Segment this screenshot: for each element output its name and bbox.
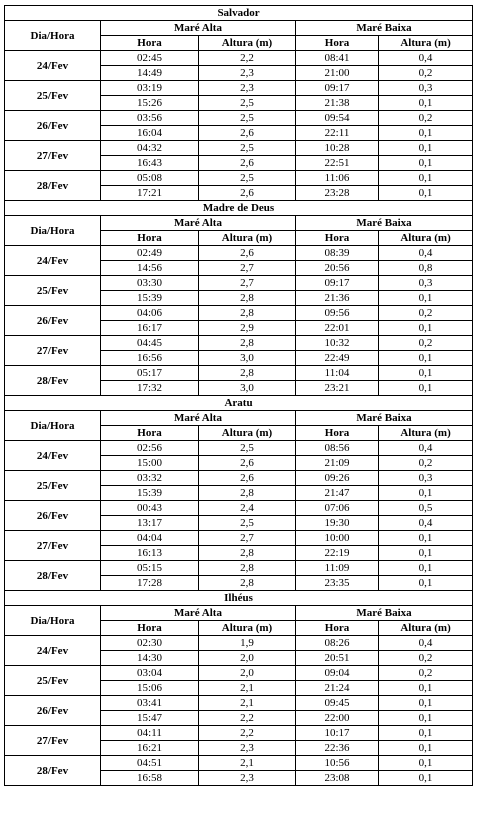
table-row bbox=[5, 171, 473, 186]
low-tide-time: 19:30 bbox=[296, 516, 379, 531]
high-tide-height: 2,6 bbox=[199, 456, 296, 471]
low-tide-time: 21:00 bbox=[296, 66, 379, 81]
high-tide-time: 17:32 bbox=[101, 381, 199, 396]
high-tide-height: 2,5 bbox=[199, 96, 296, 111]
low-tide-time: 21:09 bbox=[296, 456, 379, 471]
low-tide-height: 0,1 bbox=[379, 351, 473, 366]
high-tide-height: 3,0 bbox=[199, 381, 296, 396]
day-label: 27/Fev bbox=[5, 141, 101, 171]
low-tide-height: 0,2 bbox=[379, 306, 473, 321]
low-tide-height: 0,5 bbox=[379, 501, 473, 516]
high-tide-time: 03:41 bbox=[101, 696, 199, 711]
low-tide-time: 20:51 bbox=[296, 651, 379, 666]
day-label: 27/Fev bbox=[5, 336, 101, 366]
high-tide-time: 16:58 bbox=[101, 771, 199, 786]
table-row bbox=[5, 141, 473, 156]
low-tide-height: 0,1 bbox=[379, 756, 473, 771]
high-tide-height: 2,8 bbox=[199, 561, 296, 576]
low-tide-time: 08:56 bbox=[296, 441, 379, 456]
low-tide-time: 23:21 bbox=[296, 381, 379, 396]
day-label: 28/Fev bbox=[5, 171, 101, 201]
low-tide-height: 0,1 bbox=[379, 531, 473, 546]
day-label: 24/Fev bbox=[5, 246, 101, 276]
header-row bbox=[5, 21, 473, 36]
high-tide-height: 2,0 bbox=[199, 651, 296, 666]
high-tide-height: 2,4 bbox=[199, 501, 296, 516]
low-tide-height: 0,1 bbox=[379, 366, 473, 381]
low-tide-height: 0,3 bbox=[379, 276, 473, 291]
low-tide-time: 10:28 bbox=[296, 141, 379, 156]
high-tide-time: 15:47 bbox=[101, 711, 199, 726]
mare-baixa-header: Maré Baixa bbox=[296, 21, 473, 36]
high-tide-height: 2,8 bbox=[199, 546, 296, 561]
high-tide-height: 2,5 bbox=[199, 516, 296, 531]
low-tide-time: 07:06 bbox=[296, 501, 379, 516]
low-tide-time: 08:39 bbox=[296, 246, 379, 261]
low-tide-height: 0,3 bbox=[379, 81, 473, 96]
low-tide-height: 0,2 bbox=[379, 66, 473, 81]
day-label: 25/Fev bbox=[5, 276, 101, 306]
low-tide-height: 0,4 bbox=[379, 636, 473, 651]
high-tide-height: 2,8 bbox=[199, 486, 296, 501]
low-tide-time: 10:17 bbox=[296, 726, 379, 741]
table-row bbox=[5, 501, 473, 516]
high-tide-height: 2,0 bbox=[199, 666, 296, 681]
day-label: 25/Fev bbox=[5, 81, 101, 111]
table-row bbox=[5, 531, 473, 546]
hora-header: Hora bbox=[296, 621, 379, 636]
low-tide-height: 0,8 bbox=[379, 261, 473, 276]
high-tide-height: 2,5 bbox=[199, 171, 296, 186]
high-tide-time: 02:45 bbox=[101, 51, 199, 66]
hora-header: Hora bbox=[296, 426, 379, 441]
high-tide-height: 2,6 bbox=[199, 156, 296, 171]
low-tide-time: 21:47 bbox=[296, 486, 379, 501]
mare-baixa-header: Maré Baixa bbox=[296, 606, 473, 621]
high-tide-time: 02:49 bbox=[101, 246, 199, 261]
high-tide-time: 02:56 bbox=[101, 441, 199, 456]
low-tide-height: 0,4 bbox=[379, 516, 473, 531]
high-tide-height: 2,8 bbox=[199, 306, 296, 321]
high-tide-time: 14:30 bbox=[101, 651, 199, 666]
low-tide-height: 0,1 bbox=[379, 576, 473, 591]
low-tide-time: 23:35 bbox=[296, 576, 379, 591]
hora-header: Hora bbox=[101, 36, 199, 51]
low-tide-time: 23:28 bbox=[296, 186, 379, 201]
location-title: Madre de Deus bbox=[5, 201, 473, 216]
low-tide-height: 0,4 bbox=[379, 51, 473, 66]
day-label: 27/Fev bbox=[5, 726, 101, 756]
high-tide-height: 2,7 bbox=[199, 261, 296, 276]
high-tide-time: 13:17 bbox=[101, 516, 199, 531]
day-label: 24/Fev bbox=[5, 51, 101, 81]
dia-hora-header: Dia/Hora bbox=[5, 411, 101, 441]
altura-header: Altura (m) bbox=[379, 36, 473, 51]
table-row bbox=[5, 726, 473, 741]
high-tide-time: 05:15 bbox=[101, 561, 199, 576]
high-tide-height: 2,9 bbox=[199, 321, 296, 336]
hora-header: Hora bbox=[296, 36, 379, 51]
high-tide-time: 15:39 bbox=[101, 486, 199, 501]
location-title-row bbox=[5, 201, 473, 216]
low-tide-height: 0,1 bbox=[379, 291, 473, 306]
altura-header: Altura (m) bbox=[379, 426, 473, 441]
low-tide-time: 10:32 bbox=[296, 336, 379, 351]
altura-header: Altura (m) bbox=[199, 621, 296, 636]
low-tide-height: 0,3 bbox=[379, 471, 473, 486]
low-tide-height: 0,1 bbox=[379, 126, 473, 141]
header-row bbox=[5, 411, 473, 426]
low-tide-time: 11:06 bbox=[296, 171, 379, 186]
low-tide-time: 21:24 bbox=[296, 681, 379, 696]
high-tide-time: 04:04 bbox=[101, 531, 199, 546]
table-row bbox=[5, 276, 473, 291]
low-tide-time: 11:09 bbox=[296, 561, 379, 576]
low-tide-time: 09:17 bbox=[296, 81, 379, 96]
high-tide-height: 2,6 bbox=[199, 246, 296, 261]
high-tide-time: 04:11 bbox=[101, 726, 199, 741]
high-tide-time: 16:17 bbox=[101, 321, 199, 336]
high-tide-time: 15:26 bbox=[101, 96, 199, 111]
table-row bbox=[5, 471, 473, 486]
day-label: 26/Fev bbox=[5, 696, 101, 726]
low-tide-height: 0,1 bbox=[379, 741, 473, 756]
high-tide-time: 16:04 bbox=[101, 126, 199, 141]
high-tide-time: 16:13 bbox=[101, 546, 199, 561]
low-tide-time: 08:26 bbox=[296, 636, 379, 651]
low-tide-time: 10:00 bbox=[296, 531, 379, 546]
table-row bbox=[5, 246, 473, 261]
high-tide-height: 2,5 bbox=[199, 141, 296, 156]
hora-header: Hora bbox=[101, 621, 199, 636]
low-tide-time: 10:56 bbox=[296, 756, 379, 771]
high-tide-height: 2,5 bbox=[199, 111, 296, 126]
location-title-row bbox=[5, 591, 473, 606]
low-tide-time: 09:04 bbox=[296, 666, 379, 681]
low-tide-time: 09:17 bbox=[296, 276, 379, 291]
mare-alta-header: Maré Alta bbox=[101, 411, 296, 426]
high-tide-height: 2,5 bbox=[199, 441, 296, 456]
low-tide-height: 0,1 bbox=[379, 696, 473, 711]
high-tide-height: 2,8 bbox=[199, 576, 296, 591]
low-tide-time: 09:54 bbox=[296, 111, 379, 126]
high-tide-time: 02:30 bbox=[101, 636, 199, 651]
high-tide-height: 2,3 bbox=[199, 81, 296, 96]
location-title-row bbox=[5, 6, 473, 21]
low-tide-time: 11:04 bbox=[296, 366, 379, 381]
mare-baixa-header: Maré Baixa bbox=[296, 216, 473, 231]
table-row bbox=[5, 561, 473, 576]
high-tide-time: 04:32 bbox=[101, 141, 199, 156]
low-tide-time: 21:36 bbox=[296, 291, 379, 306]
low-tide-height: 0,4 bbox=[379, 246, 473, 261]
low-tide-height: 0,1 bbox=[379, 726, 473, 741]
day-label: 24/Fev bbox=[5, 636, 101, 666]
altura-header: Altura (m) bbox=[379, 231, 473, 246]
high-tide-height: 2,8 bbox=[199, 366, 296, 381]
day-label: 28/Fev bbox=[5, 366, 101, 396]
hora-header: Hora bbox=[101, 231, 199, 246]
mare-alta-header: Maré Alta bbox=[101, 216, 296, 231]
high-tide-time: 04:45 bbox=[101, 336, 199, 351]
mare-alta-header: Maré Alta bbox=[101, 21, 296, 36]
low-tide-time: 20:56 bbox=[296, 261, 379, 276]
high-tide-time: 03:19 bbox=[101, 81, 199, 96]
altura-header: Altura (m) bbox=[199, 231, 296, 246]
low-tide-height: 0,1 bbox=[379, 561, 473, 576]
high-tide-height: 2,3 bbox=[199, 741, 296, 756]
high-tide-time: 04:06 bbox=[101, 306, 199, 321]
high-tide-time: 15:00 bbox=[101, 456, 199, 471]
mare-baixa-header: Maré Baixa bbox=[296, 411, 473, 426]
high-tide-height: 2,6 bbox=[199, 186, 296, 201]
day-label: 28/Fev bbox=[5, 756, 101, 786]
high-tide-time: 16:43 bbox=[101, 156, 199, 171]
low-tide-height: 0,1 bbox=[379, 171, 473, 186]
low-tide-height: 0,1 bbox=[379, 96, 473, 111]
high-tide-height: 2,1 bbox=[199, 681, 296, 696]
high-tide-height: 2,6 bbox=[199, 471, 296, 486]
low-tide-height: 0,1 bbox=[379, 711, 473, 726]
low-tide-height: 0,1 bbox=[379, 546, 473, 561]
tide-table-body bbox=[5, 6, 473, 786]
location-title: Aratu bbox=[5, 396, 473, 411]
high-tide-height: 2,6 bbox=[199, 126, 296, 141]
altura-header: Altura (m) bbox=[199, 36, 296, 51]
high-tide-time: 05:17 bbox=[101, 366, 199, 381]
tide-table bbox=[4, 5, 473, 786]
high-tide-time: 03:56 bbox=[101, 111, 199, 126]
location-title: Ilhéus bbox=[5, 591, 473, 606]
high-tide-time: 00:43 bbox=[101, 501, 199, 516]
day-label: 25/Fev bbox=[5, 666, 101, 696]
header-row bbox=[5, 606, 473, 621]
high-tide-height: 2,3 bbox=[199, 66, 296, 81]
high-tide-height: 2,1 bbox=[199, 756, 296, 771]
low-tide-height: 0,1 bbox=[379, 156, 473, 171]
dia-hora-header: Dia/Hora bbox=[5, 21, 101, 51]
location-title-row bbox=[5, 396, 473, 411]
mare-alta-header: Maré Alta bbox=[101, 606, 296, 621]
low-tide-time: 08:41 bbox=[296, 51, 379, 66]
low-tide-height: 0,2 bbox=[379, 651, 473, 666]
low-tide-height: 0,1 bbox=[379, 771, 473, 786]
high-tide-time: 14:56 bbox=[101, 261, 199, 276]
high-tide-time: 03:32 bbox=[101, 471, 199, 486]
low-tide-height: 0,1 bbox=[379, 186, 473, 201]
low-tide-height: 0,1 bbox=[379, 321, 473, 336]
table-row bbox=[5, 51, 473, 66]
high-tide-height: 2,7 bbox=[199, 276, 296, 291]
table-row bbox=[5, 111, 473, 126]
dia-hora-header: Dia/Hora bbox=[5, 606, 101, 636]
high-tide-height: 2,2 bbox=[199, 51, 296, 66]
day-label: 24/Fev bbox=[5, 441, 101, 471]
high-tide-height: 2,8 bbox=[199, 291, 296, 306]
high-tide-time: 17:21 bbox=[101, 186, 199, 201]
dia-hora-header: Dia/Hora bbox=[5, 216, 101, 246]
table-row bbox=[5, 81, 473, 96]
altura-header: Altura (m) bbox=[379, 621, 473, 636]
low-tide-time: 22:11 bbox=[296, 126, 379, 141]
low-tide-height: 0,1 bbox=[379, 681, 473, 696]
altura-header: Altura (m) bbox=[199, 426, 296, 441]
low-tide-time: 21:38 bbox=[296, 96, 379, 111]
low-tide-time: 22:19 bbox=[296, 546, 379, 561]
location-title: Salvador bbox=[5, 6, 473, 21]
day-label: 25/Fev bbox=[5, 471, 101, 501]
table-row bbox=[5, 366, 473, 381]
high-tide-time: 16:21 bbox=[101, 741, 199, 756]
table-row bbox=[5, 306, 473, 321]
high-tide-time: 05:08 bbox=[101, 171, 199, 186]
high-tide-height: 3,0 bbox=[199, 351, 296, 366]
table-row bbox=[5, 441, 473, 456]
low-tide-height: 0,2 bbox=[379, 336, 473, 351]
low-tide-time: 22:49 bbox=[296, 351, 379, 366]
table-row bbox=[5, 666, 473, 681]
high-tide-time: 15:06 bbox=[101, 681, 199, 696]
day-label: 26/Fev bbox=[5, 306, 101, 336]
hora-header: Hora bbox=[101, 426, 199, 441]
high-tide-height: 2,2 bbox=[199, 711, 296, 726]
high-tide-height: 2,8 bbox=[199, 336, 296, 351]
low-tide-time: 23:08 bbox=[296, 771, 379, 786]
table-row bbox=[5, 336, 473, 351]
table-row bbox=[5, 756, 473, 771]
high-tide-height: 2,7 bbox=[199, 531, 296, 546]
low-tide-height: 0,1 bbox=[379, 141, 473, 156]
low-tide-height: 0,2 bbox=[379, 666, 473, 681]
low-tide-time: 22:01 bbox=[296, 321, 379, 336]
day-label: 28/Fev bbox=[5, 561, 101, 591]
high-tide-height: 2,3 bbox=[199, 771, 296, 786]
table-row bbox=[5, 696, 473, 711]
high-tide-time: 16:56 bbox=[101, 351, 199, 366]
low-tide-time: 09:45 bbox=[296, 696, 379, 711]
high-tide-height: 1,9 bbox=[199, 636, 296, 651]
day-label: 26/Fev bbox=[5, 501, 101, 531]
header-row bbox=[5, 216, 473, 231]
high-tide-time: 17:28 bbox=[101, 576, 199, 591]
low-tide-time: 09:26 bbox=[296, 471, 379, 486]
low-tide-time: 22:36 bbox=[296, 741, 379, 756]
low-tide-height: 0,4 bbox=[379, 441, 473, 456]
low-tide-height: 0,1 bbox=[379, 381, 473, 396]
high-tide-height: 2,1 bbox=[199, 696, 296, 711]
high-tide-time: 14:49 bbox=[101, 66, 199, 81]
high-tide-time: 03:04 bbox=[101, 666, 199, 681]
table-row bbox=[5, 636, 473, 651]
day-label: 27/Fev bbox=[5, 531, 101, 561]
high-tide-time: 04:51 bbox=[101, 756, 199, 771]
high-tide-height: 2,2 bbox=[199, 726, 296, 741]
low-tide-height: 0,2 bbox=[379, 111, 473, 126]
low-tide-time: 22:51 bbox=[296, 156, 379, 171]
low-tide-height: 0,2 bbox=[379, 456, 473, 471]
hora-header: Hora bbox=[296, 231, 379, 246]
low-tide-time: 22:00 bbox=[296, 711, 379, 726]
high-tide-time: 03:30 bbox=[101, 276, 199, 291]
low-tide-height: 0,1 bbox=[379, 486, 473, 501]
low-tide-time: 09:56 bbox=[296, 306, 379, 321]
high-tide-time: 15:39 bbox=[101, 291, 199, 306]
day-label: 26/Fev bbox=[5, 111, 101, 141]
